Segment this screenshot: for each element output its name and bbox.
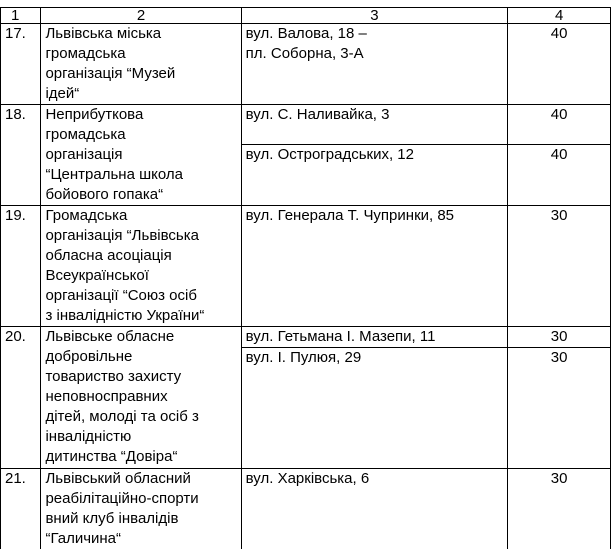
table-row — [1, 206, 611, 327]
table-row — [1, 469, 611, 549]
organization-name-line: дитинства “Довіра“ — [45, 447, 236, 467]
row-number: 19. — [1, 206, 41, 327]
organization-name-line: Неприбуткова — [45, 105, 236, 125]
organization-name-line: Львівське обласне — [45, 327, 236, 347]
value-cell: 40 — [508, 145, 611, 206]
row-number: 18. — [1, 105, 41, 206]
organization-name-line: реабілітаційно-спорти — [45, 489, 236, 509]
value-cell: 30 — [508, 327, 611, 348]
organization-name-line: громадська — [45, 125, 236, 145]
organization-name-line: громадська — [45, 44, 236, 64]
address-line: вул. Валова, 18 – — [246, 24, 504, 44]
table-header-row — [1, 8, 611, 24]
organization-name-line: бойового гопака“ — [45, 185, 236, 205]
value-cell: 40 — [508, 105, 611, 145]
organization-name-line: організації “Союз осіб — [45, 286, 236, 306]
row-number: 17. — [1, 24, 41, 105]
address-cell: вул. І. Пулюя, 29 — [241, 348, 508, 469]
organization-name-line: “Галичина“ — [45, 529, 236, 549]
address-cell: вул. С. Наливайка, 3 — [241, 105, 508, 145]
organization-name-line: товариство захисту — [45, 367, 236, 387]
organization-name-line: Львівський обласний — [45, 469, 236, 489]
value-cell: 40 — [508, 24, 611, 105]
address-cell: вул. Гетьмана І. Мазепи, 11 — [241, 327, 508, 348]
organization-name — [41, 105, 241, 206]
organization-name-line: обласна асоціація — [45, 246, 236, 266]
organization-name-line: неповносправних — [45, 387, 236, 407]
organization-name-line: Львівська міська — [45, 24, 236, 44]
column-header-1: 1 — [1, 8, 41, 24]
value-cell: 30 — [508, 348, 611, 469]
table-row — [1, 105, 611, 145]
organization-name-line: організація — [45, 145, 236, 165]
column-header-4: 4 — [508, 8, 611, 24]
address-line: пл. Соборна, 3-А — [246, 44, 504, 64]
organization-name-line: Всеукраїнської — [45, 266, 236, 286]
organization-name — [41, 24, 241, 105]
row-number: 20. — [1, 327, 41, 469]
address-cell: вул. Остроградських, 12 — [241, 145, 508, 206]
organization-name-line: ідей“ — [45, 84, 236, 104]
allocation-table — [0, 7, 611, 549]
row-number: 21. — [1, 469, 41, 549]
organization-name-line: з інвалідністю України“ — [45, 306, 236, 326]
organization-name-line: Громадська — [45, 206, 236, 226]
organization-name-line: добровільне — [45, 347, 236, 367]
organization-name-line: дітей, молоді та осіб з — [45, 407, 236, 427]
value-cell: 30 — [508, 206, 611, 327]
table-row — [1, 327, 611, 348]
value-cell: 30 — [508, 469, 611, 549]
organization-name-line: організація “Львівська — [45, 226, 236, 246]
organization-name — [41, 327, 241, 469]
address-cell — [241, 24, 508, 105]
organization-name — [41, 469, 241, 549]
address-cell: вул. Харківська, 6 — [241, 469, 508, 549]
column-header-2: 2 — [41, 8, 241, 24]
address-cell: вул. Генерала Т. Чупринки, 85 — [241, 206, 508, 327]
column-header-3: 3 — [241, 8, 508, 24]
organization-name-line: інвалідністю — [45, 427, 236, 447]
organization-name — [41, 206, 241, 327]
organization-name-line: “Центральна школа — [45, 165, 236, 185]
organization-name-line: організація “Музей — [45, 64, 236, 84]
organization-name-line: вний клуб інвалідів — [45, 509, 236, 529]
table-row — [1, 24, 611, 105]
